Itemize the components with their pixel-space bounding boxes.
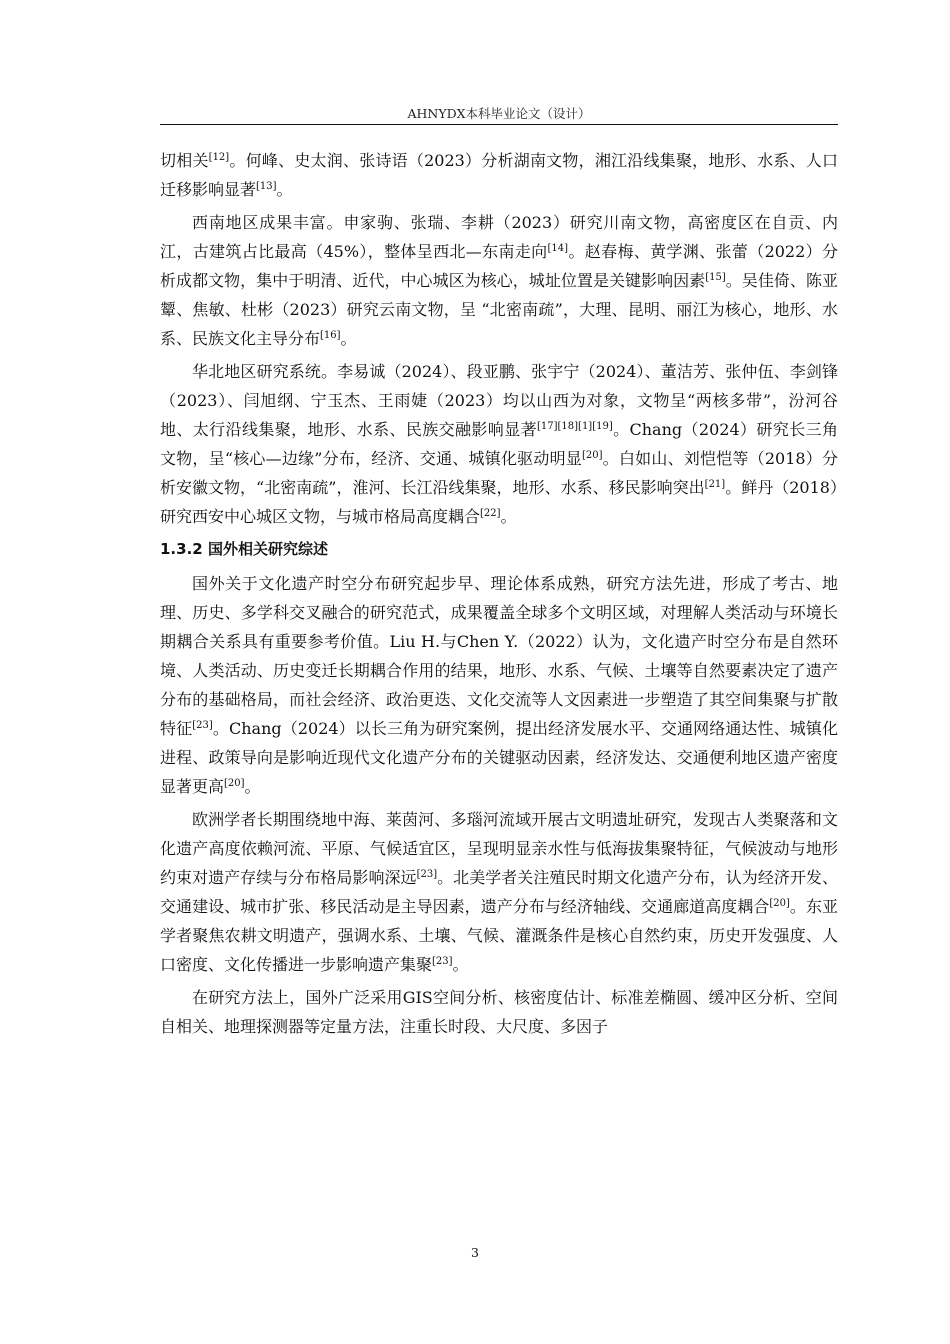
text-run: 。	[452, 955, 469, 974]
paragraph	[160, 805, 838, 979]
citation: [23]	[192, 720, 213, 731]
text-run: 。	[340, 329, 357, 348]
citation: [20]	[769, 898, 790, 909]
text-run: 欧洲学者长期围绕地中海、莱茵河、多瑙河流域开展古文明遗址研究，发现古人类聚落和文化遗产高度依赖河流、平原、气候适宜区，呈现明显亲水性与低海拔集聚特征，气候波动与地形约束对遗产存续与分布格局影响深远	[160, 810, 838, 887]
header-rule	[160, 124, 838, 125]
text-run: 。	[500, 507, 517, 526]
citation: [13]	[256, 181, 277, 192]
text-run: 。吴佳倚、陈亚颦、焦敏、杜彬（2023）研究云南文物，呈 “北密南疏”，大理、昆明、丽江为核心，地形、水系、民族文化主导分布	[160, 271, 838, 348]
body-text	[160, 146, 838, 1045]
text-run: 国外关于文化遗产时空分布研究起步早、理论体系成熟，研究方法先进，形成了考古、地理、历史、多学科交叉融合的研究范式，成果覆盖全球多个文明区域，对理解人类活动与环境长期耦合关系具有重要参考价值。Liu H.与Chen Y.（2022）认为，文化遗产时空分布是自然环境、人类活动、历史变迁长期耦合作用的结果，地形、水系、气候、土壤等自然要素决定了遗产分布的基础格局，而社会经济、政治更迭、文化交流等人文因素进一步塑造了其空间集聚与扩散特征	[160, 574, 838, 738]
text-run: 切相关	[160, 151, 209, 170]
citation: [16]	[320, 330, 341, 341]
page-number: 3	[471, 1245, 479, 1260]
paragraph	[160, 983, 838, 1041]
text-run: 。	[276, 180, 293, 199]
text-run: 。北美学者关注殖民时期文化遗产分布，认为经济开发、交通建设、城市扩张、移民活动是主导因素，遗产分布与经济轴线、交通廊道高度耦合	[160, 868, 838, 916]
text-run: 西南地区成果丰富。申家驹、张瑞、李耕（2023）研究川南文物，高密度区在自贡、内江，古建筑占比最高（45%），整体呈西北—东南走向	[160, 213, 838, 261]
citation: [20]	[582, 450, 603, 461]
citation: [23]	[432, 956, 453, 967]
text-run: 在研究方法上，国外广泛采用GIS空间分析、核密度估计、标准差椭圆、缓冲区分析、空间自相关、地理探测器等定量方法，注重长时段、大尺度、多因子	[160, 988, 838, 1036]
text-run: 。Chang（2024）研究长三角文物，呈“核心—边缘”分布，经济、交通、城镇化驱动明显	[160, 420, 838, 468]
paragraph	[160, 357, 838, 531]
subsection-heading	[160, 535, 838, 563]
text-run: 。Chang（2024）以长三角为研究案例，提出经济发展水平、交通网络通达性、城镇化进程、政策导向是影响近现代文化遗产分布的关键驱动因素，经济发达、交通便利地区遗产密度显著更高	[160, 719, 838, 796]
citation: [12]	[208, 152, 230, 163]
subsection-number: 1.3.2	[160, 540, 203, 558]
citation: [21]	[704, 479, 726, 490]
paragraph	[160, 208, 838, 353]
running-header: AHNYDX本科毕业论文（设计）	[407, 106, 591, 121]
text-run: 华北地区研究系统。李易诚（2024）、段亚鹏、张宇宁（2024）、董洁芳、张仲伍、李剑锋（2023）、闫旭纲、宁玉杰、王雨婕（2023）均以山西为对象，文物呈“两核多带”，汾河谷地、太行沿线集聚，地形、水系、民族交融影响显著	[160, 362, 838, 439]
text-run: 。东亚学者聚焦农耕文明遗产，强调水系、土壤、气候、灌溉条件是核心自然约束，历史开发强度、人口密度、文化传播进一步影响遗产集聚	[160, 897, 838, 974]
text-run: 。	[244, 777, 261, 796]
text-run: 。何峰、史太润、张诗语（2023）分析湖南文物，湘江沿线集聚，地形、水系、人口迁移影响显著	[160, 151, 838, 199]
subsection-title: 国外相关研究综述	[207, 540, 328, 558]
text-run: 。赵春梅、黄学渊、张蕾（2022）分析成都文物，集中于明清、近代，中心城区为核心，城址位置是关键影响因素	[160, 242, 838, 290]
citation: [22]	[480, 508, 501, 519]
citation: [15]	[705, 272, 726, 283]
text-run: 。鲜丹（2018）研究西安中心城区文物，与城市格局高度耦合	[160, 478, 838, 526]
citation: [23]	[416, 869, 438, 880]
text-run: 。白如山、刘恺恺等（2018）分析安徽文物，“北密南疏”，淮河、长江沿线集聚，地形、水系、移民影响突出	[160, 449, 838, 497]
paragraph	[160, 146, 838, 204]
citation: [14]	[547, 243, 569, 254]
citation: [17][18][1][19]	[536, 421, 613, 432]
citation: [20]	[224, 778, 245, 789]
paragraph	[160, 569, 838, 801]
